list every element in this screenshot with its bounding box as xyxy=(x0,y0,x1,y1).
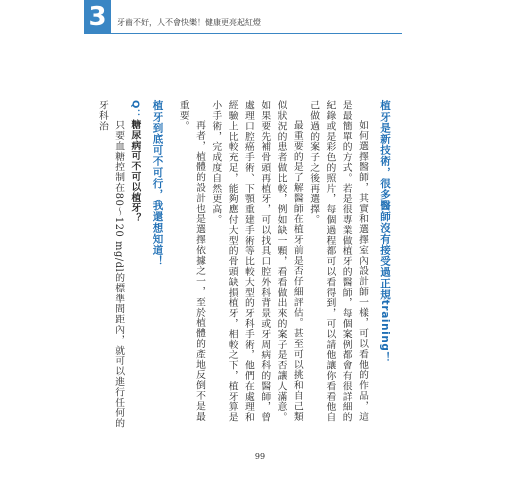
header-divider xyxy=(84,33,402,34)
page-body xyxy=(96,100,394,428)
chapter-number-tab: 3 xyxy=(84,0,111,34)
question-marker: Q： xyxy=(129,100,141,120)
section-heading-feasibility: 植牙到底可不可行，我還想知道！ xyxy=(151,100,164,267)
body-paragraph-1: 如何選擇醫師，其實和選擇室內設計師一樣，可以看他的作品，這是最簡單的方式。若是很專業做植牙的醫師，每個案例都會有很詳細的紀錄或是彩色的照片，每個過程都可以看得到，可以請他讓你看看他自己做過的案子之後再選擇。 xyxy=(308,100,368,423)
body-paragraph-2: 最重要的是了解醫師在植牙前是否仔細評估。甚至可以挑和自己類似狀況的患者做比較，例如缺一顆，看看做出來的案子是否讓人滿意。如果要先補骨頭再植牙，可以找具口腔外科背景或牙周病科的醫師，曾處理口腔癌手術、下顎重建手術等比較大型的牙科手術，他們在處理和經驗上比較充足，能夠應付大型的骨頭缺損植牙，相較之下，植牙算是小手術，完成度自然更高。 xyxy=(210,100,303,423)
qa-question xyxy=(126,100,142,428)
question-text: 糖尿病可不可以植牙？ xyxy=(129,119,141,224)
qa-answer: 只要血糖控制在80～120 mg/dl的標準間距內，就可以進行任何的牙科治 xyxy=(96,100,125,428)
section-heading-implant-training: 植牙是新技術，很多醫師沒有接受過正規training！ xyxy=(379,100,391,363)
body-paragraph-3: 再者，植體的設計也是選擇依據之一，至於植體的產地反倒不是最重要。 xyxy=(177,100,206,422)
page-number: 99 xyxy=(254,452,266,461)
running-header-title: 牙齒不好，人不會快樂！健康更亮起紅燈 xyxy=(117,18,261,27)
